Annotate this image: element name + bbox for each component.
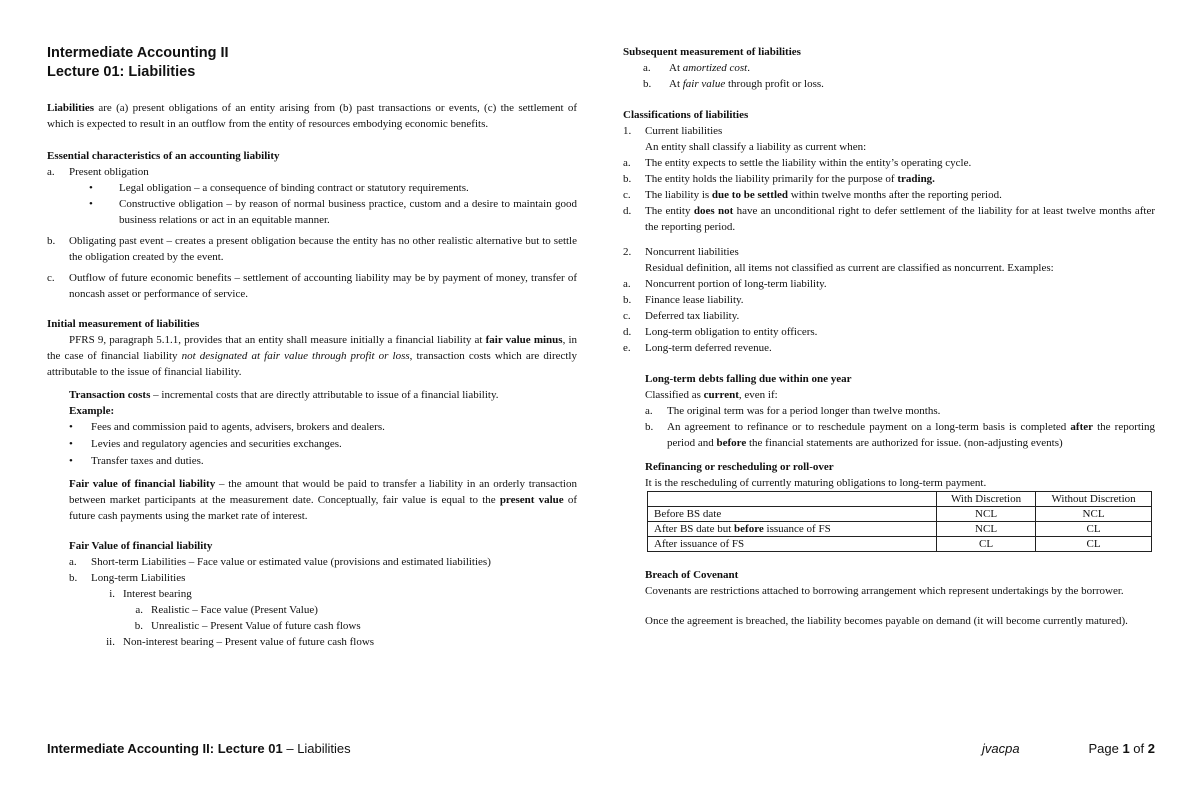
list-item: 1. Current liabilities <box>623 125 723 137</box>
list-item: b. Unrealistic – Present Value of future cash flows <box>134 620 361 632</box>
bullet-icon: • <box>69 455 73 467</box>
refinancing-table <box>647 491 1152 552</box>
list-item: a. Present obligation <box>47 166 149 178</box>
subsequent-heading: Subsequent measurement of liabilities <box>623 46 801 58</box>
transaction-costs-block: Transaction costs – incremental costs that are directly attributable to issue of a financial liability. Example: • Fees and commission paid to agents, advisers, brokers and dealers. • Levies and regulatory agencies and securities exchanges. • Transfer taxes and duties. Fair value of financial liability – the amount that would be paid to transfer a liability in an orderly transaction between market participants at the measurement date. Conceptually, fair value is equal to the present value of future cash payments using the market rate of interest. <box>69 389 577 522</box>
table-row: After BS date but before issuance of FS NCL CL <box>648 522 1152 537</box>
list-item: d. The entity does not have an unconditional right to defer settlement of the liability for at least twelve months after the reporting period. <box>623 205 1156 233</box>
list-item: • Transfer taxes and duties. <box>69 455 204 467</box>
table-header-row: With Discretion Without Discretion <box>648 492 1152 507</box>
footer-title: Intermediate Accounting II: Lecture 01 – Liabilities <box>47 741 351 756</box>
footer-author: jvacpa <box>982 741 1020 756</box>
bullet-icon: • <box>89 198 93 210</box>
right-column: Subsequent measurement of liabilities a. At amortized cost. b. At fair value through profit or loss. Classifications of liabilities 1. Current liabilities An entity shall classify a liability as current when: a. The entity expects to settle the liability within the entity’s operating cycle. b. The entity holds the liability primarily for the purpose of trading. c. The liability is due to be settled within twelve months after the reporting period. d. The entity does not have an unconditional right to defer settlement of the liability for at least twelve months after the reporting period. 2. Noncurrent liabilities Residual definition, all items not classified as current are classified as noncurrent. Examples: a. Noncurrent portion of long-term liability. b. Finance lease liability. c. Deferred tax liability. d. Long-term obligation to entity officers. e. Long-term deferred revenue. Long-term debts falling due within one year Classified as current, even if: a. The original term was for a period longer than twelve months. b. An agreement to refinance or to reschedule payment on a long-term basis is completed after the reporting period and before the financial statements are authorized for issue. (non-adjusting events) Refinancing or rescheduling or roll-over It is the rescheduling of currently maturing obligations to long-term payment. With Discretion Without Discretion Before BS date NCL NCL After BS date but before issuance of FS NCL CL After issuance of FS CL CL Breach of Covenant Covenants are restrictions attached to borrowing arrangement which represent undertakings by the borrower. Once the agreement is breached, the liability becomes payable on demand (it will become currently matured). <box>623 46 1156 627</box>
bullet-icon: • <box>69 438 73 450</box>
list-item: a. At amortized cost. <box>643 62 750 74</box>
list-item: • Legal obligation – a consequence of binding contract or statutory requirements. <box>69 180 577 196</box>
breach-heading: Breach of Covenant <box>645 569 739 581</box>
bullet-icon: • <box>89 182 93 194</box>
list-item: b. Obligating past event – creates a present obligation because the entity has no other realistic alternative but to settle the obligation created by the event. <box>47 235 577 263</box>
doc-title-line2: Lecture 01: Liabilities <box>47 64 196 80</box>
bullet-icon: • <box>69 421 73 433</box>
doc-title-line1: Intermediate Accounting II <box>47 45 229 61</box>
fair-value-heading: Fair Value of financial liability <box>69 540 213 552</box>
initial-heading: Initial measurement of liabilities <box>47 318 200 330</box>
lower-section: Long-term debts falling due within one year Classified as current, even if: a. The original term was for a period longer than twelve months. b. An agreement to refinance or to reschedule payment on a long-term basis is completed after the reporting period and before the financial statements are authorized for issue. (non-adjusting events) Refinancing or rescheduling or roll-over It is the rescheduling of currently maturing obligations to long-term payment. <box>645 373 1155 489</box>
list-item: b. An agreement to refinance or to reschedule payment on a long-term basis is completed after the reporting period and before the financial statements are authorized for issue. (non-adjusting events) <box>645 421 1155 449</box>
list-item: • Levies and regulatory agencies and securities exchanges. <box>69 438 342 450</box>
classifications-heading: Classifications of liabilities <box>623 109 749 121</box>
list-item: • Constructive obligation – by reason of normal business practice, custom and a desire to maintain good business relations or act in an equitable manner. <box>69 196 577 228</box>
table-row: After issuance of FS CL CL <box>648 537 1152 552</box>
list-item: b. The entity holds the liability primarily for the purpose of trading. <box>623 173 935 185</box>
refinancing-heading: Refinancing or rescheduling or roll-over <box>645 461 834 473</box>
list-item: 2. Noncurrent liabilities <box>623 246 739 258</box>
definition-term: Liabilities <box>47 102 95 114</box>
list-item: d. Long-term obligation to entity officers. <box>623 326 818 338</box>
list-item: a. Short-term Liabilities – Face value or estimated value (provisions and estimated liabilities) <box>69 556 491 568</box>
list-item: c. Outflow of future economic benefits – settlement of accounting liability may be by payment of money, transfer of noncash asset or performance of service. <box>47 272 577 300</box>
list-item: b. Finance lease liability. <box>623 294 744 306</box>
breach-section: Breach of Covenant Covenants are restrictions attached to borrowing arrangement which represent undertakings by the borrower. Once the agreement is breached, the liability becomes payable on demand (it will become currently matured). <box>645 567 1155 629</box>
list-item: b. Long-term Liabilities <box>69 572 186 584</box>
left-column <box>47 44 577 650</box>
characteristics-heading: Essential characteristics of an accounting liability <box>47 150 280 162</box>
definition-paragraph <box>47 100 577 132</box>
initial-paragraph: PFRS 9, paragraph 5.1.1, provides that an entity shall measure initially a financial liability at fair value minus, in the case of financial liability not designated at fair value through profit or loss, transaction costs which are directly attributable to the issue of financial liability. <box>47 334 577 378</box>
list-item: c. The liability is due to be settled within twelve months after the reporting period. <box>623 189 1002 201</box>
table-row: Before BS date NCL NCL <box>648 507 1152 522</box>
definition-text: are (a) present obligations of an entity arising from (b) past transactions or events, (c) the settlement of which is expected to result in an outflow from the entity of resources embodying economic benefits. <box>47 102 577 130</box>
list-item: c. Deferred tax liability. <box>623 310 740 322</box>
list-item: ii. Non-interest bearing – Present value of future cash flows <box>106 636 375 648</box>
list-item: i. Interest bearing <box>109 588 192 600</box>
list-item: b. At fair value through profit or loss. <box>643 78 824 90</box>
list-item: a. The entity expects to settle the liability within the entity’s operating cycle. <box>623 157 972 169</box>
list-item: a. The original term was for a period longer than twelve months. <box>645 405 941 417</box>
list-item: e. Long-term deferred revenue. <box>623 342 772 354</box>
list-item: a. Noncurrent portion of long-term liability. <box>623 278 827 290</box>
list-item: a. Realistic – Face value (Present Value) <box>135 604 318 616</box>
page-number: Page 1 of 2 <box>1088 741 1155 756</box>
fair-value-definition: Fair value of financial liability – the amount that would be paid to transfer a liability in an orderly transaction between market participants at the measurement date. Conceptually, fair value is equal to the present value of future cash payments using the market rate of interest. <box>69 478 577 522</box>
list-item: • Fees and commission paid to agents, advisers, brokers and dealers. <box>69 421 385 433</box>
longterm-heading: Long-term debts falling due within one year <box>645 373 852 385</box>
